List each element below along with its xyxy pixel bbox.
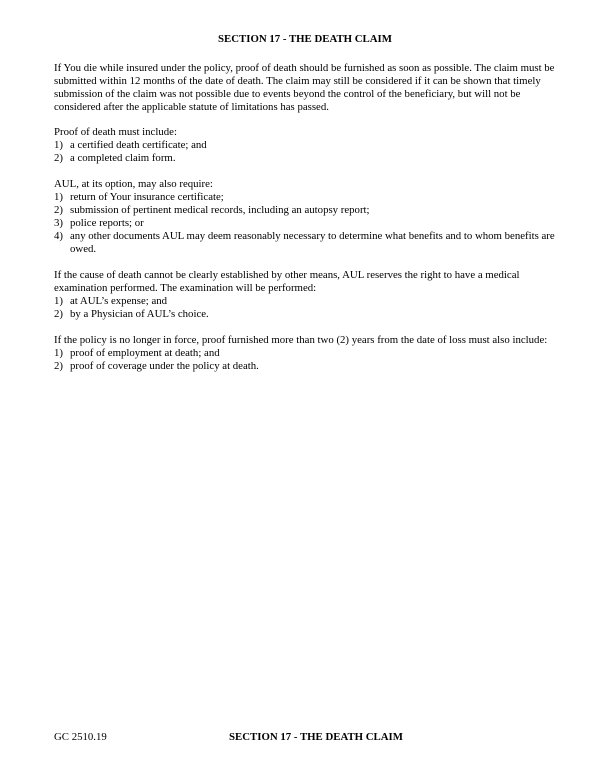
list-item	[54, 152, 556, 165]
list-item-number: 3)	[54, 217, 63, 229]
list-item-number: 1)	[54, 295, 63, 307]
list-item	[54, 230, 556, 256]
lapsed-policy-list	[54, 347, 556, 373]
list-item	[54, 347, 556, 360]
list-item-number: 1)	[54, 191, 63, 203]
list-item-number: 2)	[54, 360, 63, 372]
optional-requirements-block	[54, 178, 556, 256]
form-number: GC 2510.19	[54, 731, 107, 743]
list-item-text: a certified death certificate; and	[70, 139, 207, 151]
list-item	[54, 360, 556, 373]
list-item-number: 1)	[54, 347, 63, 359]
list-item-number: 2)	[54, 308, 63, 320]
optional-requirements-lead: AUL, at its option, may also require:	[54, 178, 213, 190]
proof-requirements-lead: Proof of death must include:	[54, 126, 177, 138]
list-item-text: by a Physician of AUL’s choice.	[70, 308, 209, 320]
list-item-number: 2)	[54, 204, 63, 216]
list-item-text: any other documents AUL may deem reasonably necessary to determine what benefits and to whom benefits are owed.	[70, 230, 555, 255]
lapsed-policy-block	[54, 334, 556, 373]
medical-exam-list	[54, 295, 556, 321]
optional-requirements-list	[54, 191, 556, 256]
list-item-text: return of Your insurance certificate;	[70, 191, 224, 203]
proof-requirements-block	[54, 126, 556, 165]
list-item-text: proof of coverage under the policy at death.	[70, 360, 259, 372]
list-item	[54, 204, 556, 217]
page-footer	[54, 731, 556, 744]
medical-exam-block	[54, 269, 556, 321]
list-item	[54, 191, 556, 204]
list-item	[54, 308, 556, 321]
list-item-text: a completed claim form.	[70, 152, 176, 164]
list-item	[54, 217, 556, 230]
footer-section-title: SECTION 17 - THE DEATH CLAIM	[229, 731, 403, 743]
list-item-number: 4)	[54, 230, 63, 242]
list-item-text: submission of pertinent medical records, including an autopsy report;	[70, 204, 370, 216]
lapsed-policy-lead: If the policy is no longer in force, proof furnished more than two (2) years from the date of loss must also include:	[54, 334, 548, 346]
page-title: SECTION 17 - THE DEATH CLAIM	[218, 33, 392, 45]
document-page	[54, 33, 556, 373]
list-item-number: 1)	[54, 139, 63, 151]
list-item	[54, 295, 556, 308]
medical-exam-lead: If the cause of death cannot be clearly established by other means, AUL reserves the right to have a medical examination performed. The examination will be performed:	[54, 269, 520, 294]
list-item-text: police reports; or	[70, 217, 144, 229]
list-item-text: at AUL’s expense; and	[70, 295, 168, 307]
intro-paragraph: If You die while insured under the policy, proof of death should be furnished as soon as possible. The claim must be submitted within 12 months of the date of death. The claim may still be considered if it can be shown that timely submission of the claim was not possible due to events beyond the control of the beneficiary, but will not be considered after the applicable statute of limitations has passed.	[54, 62, 555, 113]
list-item-text: proof of employment at death; and	[70, 347, 220, 359]
list-item-number: 2)	[54, 152, 63, 164]
proof-requirements-list	[54, 139, 556, 165]
list-item	[54, 139, 556, 152]
